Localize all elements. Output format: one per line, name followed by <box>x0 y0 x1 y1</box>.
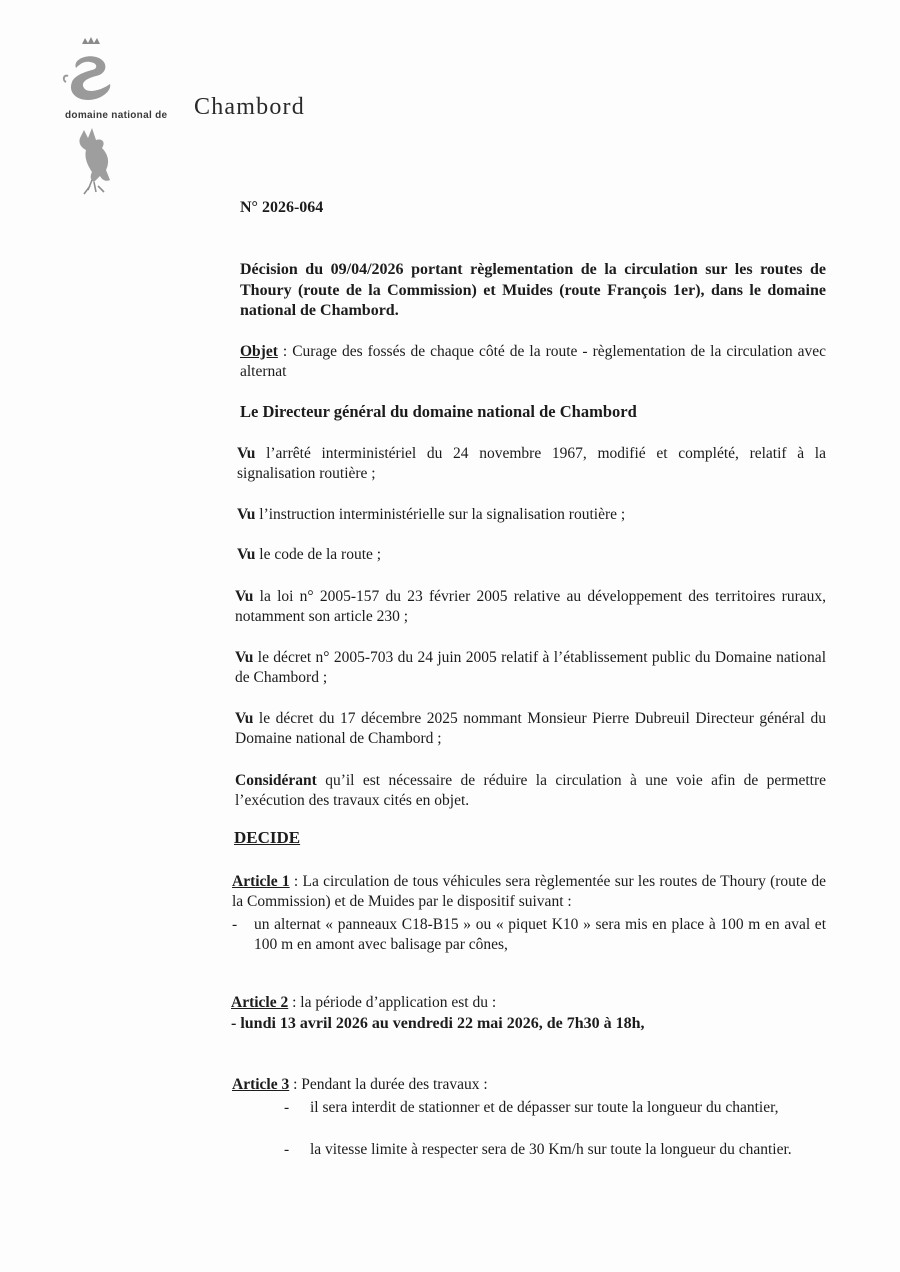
chambord-logo <box>62 30 332 205</box>
objet-label: Objet <box>240 343 278 360</box>
list-dash: - <box>284 1099 290 1116</box>
list-item <box>232 915 826 955</box>
considerant-paragraph <box>235 771 826 811</box>
article-3 <box>232 1075 826 1095</box>
vu-paragraph-2 <box>237 505 826 525</box>
list-item <box>284 1098 820 1118</box>
vu-text: l’arrêté interministériel du 24 novembre 1967, modifié et complété, relatif à la signalisation routière ; <box>237 445 826 482</box>
document-number: N° 2026-064 <box>240 199 324 216</box>
article-1 <box>232 872 826 912</box>
article-2-label: Article 2 <box>231 994 289 1011</box>
document-title: Décision du 09/04/2026 portant règlementation de la circulation sur les routes de Thoury (route de la Commission) et Muides (route François 1er), dans le domaine national de Chambord. <box>240 261 826 319</box>
objet-text: Curage des fossés de chaque côté de la route - règlementation de la circulation avec alternat <box>240 343 826 380</box>
vu-label: Vu <box>237 445 256 462</box>
article-3-text: : Pendant la durée des travaux : <box>289 1076 488 1093</box>
vu-label: Vu <box>237 506 256 523</box>
list-item <box>284 1140 820 1160</box>
objet-paragraph <box>240 342 826 382</box>
vu-label: Vu <box>237 546 256 563</box>
vu-paragraph-5 <box>235 648 826 688</box>
list-item-text: il sera interdit de stationner et de dépasser sur toute la longueur du chantier, <box>310 1099 779 1116</box>
considerant-text: qu’il est nécessaire de réduire la circulation à une voie afin de permettre l’exécution des travaux cités en objet. <box>235 772 826 809</box>
objet-separator: : <box>277 343 293 360</box>
vu-label: Vu <box>235 588 254 605</box>
decide-heading: DECIDE <box>234 828 301 847</box>
list-item-text: un alternat « panneaux C18-B15 » ou « piquet K10 » sera mis en place à 100 m en aval et 100 m en amont avec balisage par cônes, <box>254 916 826 953</box>
article-3-list-item-2 <box>284 1140 820 1160</box>
vu-label: Vu <box>235 710 254 727</box>
article-1-list <box>232 915 826 955</box>
director-heading: Le Directeur général du domaine national de Chambord <box>240 402 637 421</box>
article-3-label: Article 3 <box>232 1076 290 1093</box>
vu-paragraph-3 <box>237 545 826 565</box>
vu-paragraph-6 <box>235 709 826 749</box>
vu-text: la loi n° 2005-157 du 23 février 2005 relative au développement des territoires ruraux, notamment son article 230 ; <box>235 588 826 625</box>
list-dash: - <box>232 916 238 933</box>
article-2-text: : la période d’application est du : <box>288 994 497 1011</box>
considerant-label: Considérant <box>235 772 317 789</box>
brand-name: Chambord <box>194 94 305 120</box>
vu-text: le décret n° 2005-703 du 24 juin 2005 relatif à l’établissement public du Domaine national de Chambord ; <box>235 649 826 686</box>
article-2 <box>231 993 825 1013</box>
article-1-text: : La circulation de tous véhicules sera règlementée sur les routes de Thoury (route de la Commission) et de Muides par le dispositif suivant : <box>232 873 827 910</box>
article-2-period: - lundi 13 avril 2026 au vendredi 22 mai 2026, de 7h30 à 18h, <box>231 1015 645 1032</box>
article-1-label: Article 1 <box>232 873 290 890</box>
vu-text: le code de la route ; <box>255 546 382 563</box>
list-item-text: la vitesse limite à respecter sera de 30 Km/h sur toute la longueur du chantier. <box>310 1141 792 1158</box>
vu-paragraph-1 <box>237 444 826 484</box>
article-3-list-item-1 <box>284 1098 820 1118</box>
vu-paragraph-4 <box>235 587 826 627</box>
vu-label: Vu <box>235 649 254 666</box>
vu-text: le décret du 17 décembre 2025 nommant Monsieur Pierre Dubreuil Directeur général du Domaine national de Chambord ; <box>235 710 826 747</box>
vu-text: l’instruction interministérielle sur la signalisation routière ; <box>255 506 626 523</box>
brand-subtitle: domaine national de <box>65 110 168 121</box>
list-dash: - <box>284 1141 290 1158</box>
